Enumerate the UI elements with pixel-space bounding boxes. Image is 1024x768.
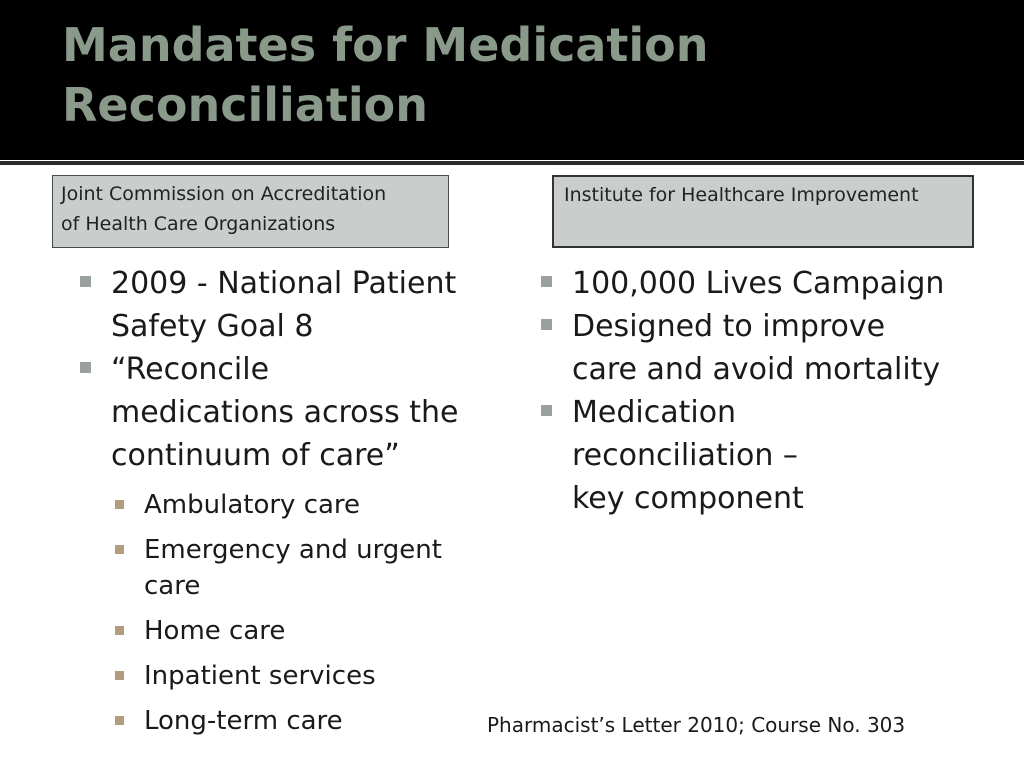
bullet-line: medications across the [111, 395, 459, 430]
bullet-line: reconciliation – [572, 438, 798, 473]
header-box-left-line-1: Joint Commission on Accreditation [61, 183, 387, 205]
bullet-line: Medication [572, 395, 737, 430]
sub-bullet-line: Home care [144, 616, 286, 646]
sub-bullet-line: Long-term care [144, 706, 343, 736]
square-bullet-icon [80, 276, 91, 287]
sub-bullet-line: care [144, 571, 201, 601]
bullet-100000-lives-campaign [541, 262, 991, 305]
right-bullet-list [541, 262, 991, 520]
bullet-line: Safety Goal 8 [111, 309, 314, 344]
header-box-joint-commission [52, 175, 449, 248]
bullet-national-patient-safety-goal [80, 262, 510, 348]
sub-bullet-inpatient-services [80, 658, 510, 694]
bullet-line: “Reconcile [111, 352, 270, 387]
slide-title [62, 18, 982, 142]
bullet-designed-to-improve [541, 305, 991, 391]
header-box-right-line-1: Institute for Healthcare Improvement [564, 184, 919, 206]
square-sub-bullet-icon [115, 626, 124, 635]
bullet-line: 100,000 Lives Campaign [572, 266, 945, 301]
bullet-line: Designed to improve [572, 309, 886, 344]
square-sub-bullet-icon [115, 671, 124, 680]
sub-bullet-line: Inpatient services [144, 661, 376, 691]
slide-title-line-2: Reconciliation [62, 78, 428, 132]
sub-bullet-ambulatory-care [80, 487, 510, 523]
sub-bullet-home-care [80, 613, 510, 649]
bullet-line: 2009 - National Patient [111, 266, 457, 301]
square-sub-bullet-icon [115, 545, 124, 554]
citation: Pharmacist’s Letter 2010; Course No. 303 [487, 713, 906, 737]
sub-bullet-line: Ambulatory care [144, 490, 361, 520]
square-sub-bullet-icon [115, 716, 124, 725]
header-box-ihi [552, 175, 974, 248]
header-box-left-line-2: of Health Care Organizations [61, 213, 336, 235]
square-sub-bullet-icon [115, 500, 124, 509]
square-bullet-icon [541, 319, 552, 330]
bullet-line: care and avoid mortality [572, 352, 941, 387]
sub-bullet-line: Emergency and urgent [144, 535, 442, 565]
title-bar [0, 0, 1024, 160]
title-divider [0, 161, 1024, 165]
bullet-line: continuum of care” [111, 438, 400, 473]
bullet-line: key component [572, 481, 804, 516]
slide-title-line-1: Mandates for Medication [62, 18, 709, 72]
sub-bullet-emergency-urgent-care [80, 532, 510, 604]
square-bullet-icon [541, 276, 552, 287]
square-bullet-icon [541, 405, 552, 416]
bullet-medication-reconciliation [541, 391, 991, 520]
left-bullet-list [80, 262, 510, 739]
bullet-reconcile-medications [80, 348, 510, 477]
square-bullet-icon [80, 362, 91, 373]
sub-bullet-long-term-care [80, 703, 510, 739]
